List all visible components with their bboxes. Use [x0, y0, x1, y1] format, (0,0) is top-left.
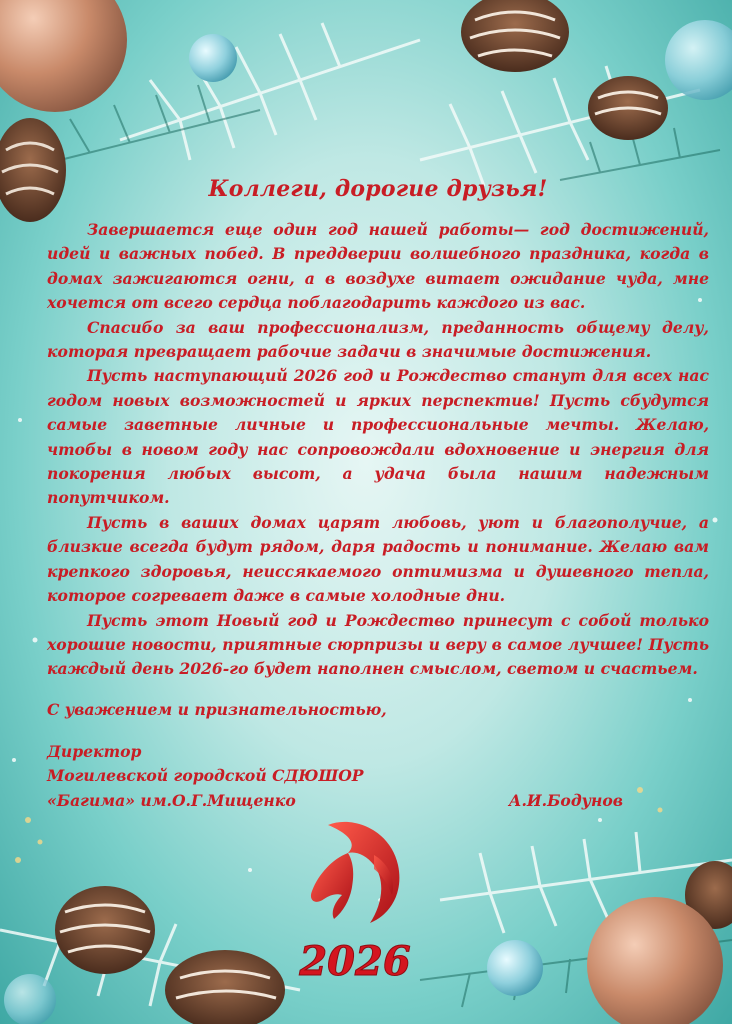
pine-branch-icon — [120, 23, 700, 186]
letter-paragraph: Спасибо за ваш профессионализм, преданность общему делу, которая превращает рабочие задачи в значимые достижения. — [47, 317, 709, 362]
emblem-year: 2026 — [299, 938, 411, 985]
signature-organization: Могилевской городской СДЮШОР — [47, 766, 364, 786]
horse-head-icon — [311, 822, 399, 923]
pinecone-icon — [165, 950, 285, 1024]
christmas-ornament-icon — [665, 20, 732, 100]
year-emblem — [290, 815, 420, 985]
pinecone-icon — [588, 76, 668, 140]
greeting-letter — [47, 176, 709, 813]
signature-organization-name: «Багима» им.О.Г.Мищенко — [47, 790, 296, 810]
signature-name: А.И.Бодунов — [508, 790, 623, 810]
pinecone-icon — [685, 861, 732, 929]
christmas-ornament-icon — [189, 34, 237, 82]
letter-paragraph: Пусть в ваших домах царят любовь, уют и благополучие, а близкие всегда будут рядом, даря радость и понимание. Желаю вам крепкого здоровья, неиссякаемого оптимизма и душевного тепла, которое согревает даже в самые холодные дни. — [47, 512, 709, 606]
signature-row — [47, 789, 709, 813]
pinecone-icon — [55, 886, 155, 974]
christmas-ornament-icon — [487, 940, 543, 996]
letter-paragraph: Пусть наступающий 2026 год и Рождество станут для всех нас годом новых возможностей и ярких перспектив! Пусть сбудутся самые заветные личные и профессиональные мечты. Желаю, чтобы в новом году нас сопровождали вдохновение и энергия для покорения любых высот, а удача была нашим надежным попутчиком. — [47, 366, 709, 508]
letter-paragraph: Пусть этот Новый год и Рождество принесут с собой только хорошие новости, приятные сюрпризы и веру в самое лучшее! Пусть каждый день 2026-го будет наполнен смыслом, светом и счастьем. — [47, 610, 709, 679]
pinecone-icon — [461, 0, 569, 72]
signature-block — [47, 740, 709, 813]
christmas-ornament-icon — [587, 897, 723, 1024]
letter-title: Коллеги, дорогие друзья! — [208, 176, 548, 202]
signature-position: Директор — [47, 741, 142, 761]
letter-closing: С уважением и признательностью, — [47, 699, 387, 719]
letter-paragraph: Завершается еще один год нашей работы— год достижений, идей и важных побед. В преддверии волшебного праздника, когда в домах зажигаются огни, а в воздухе витает ожидание чуда, мне хочется от всего сердца поблагодарить каждого из вас. — [47, 220, 709, 313]
christmas-ornament-icon — [4, 974, 56, 1024]
christmas-ornament-icon — [0, 0, 127, 112]
